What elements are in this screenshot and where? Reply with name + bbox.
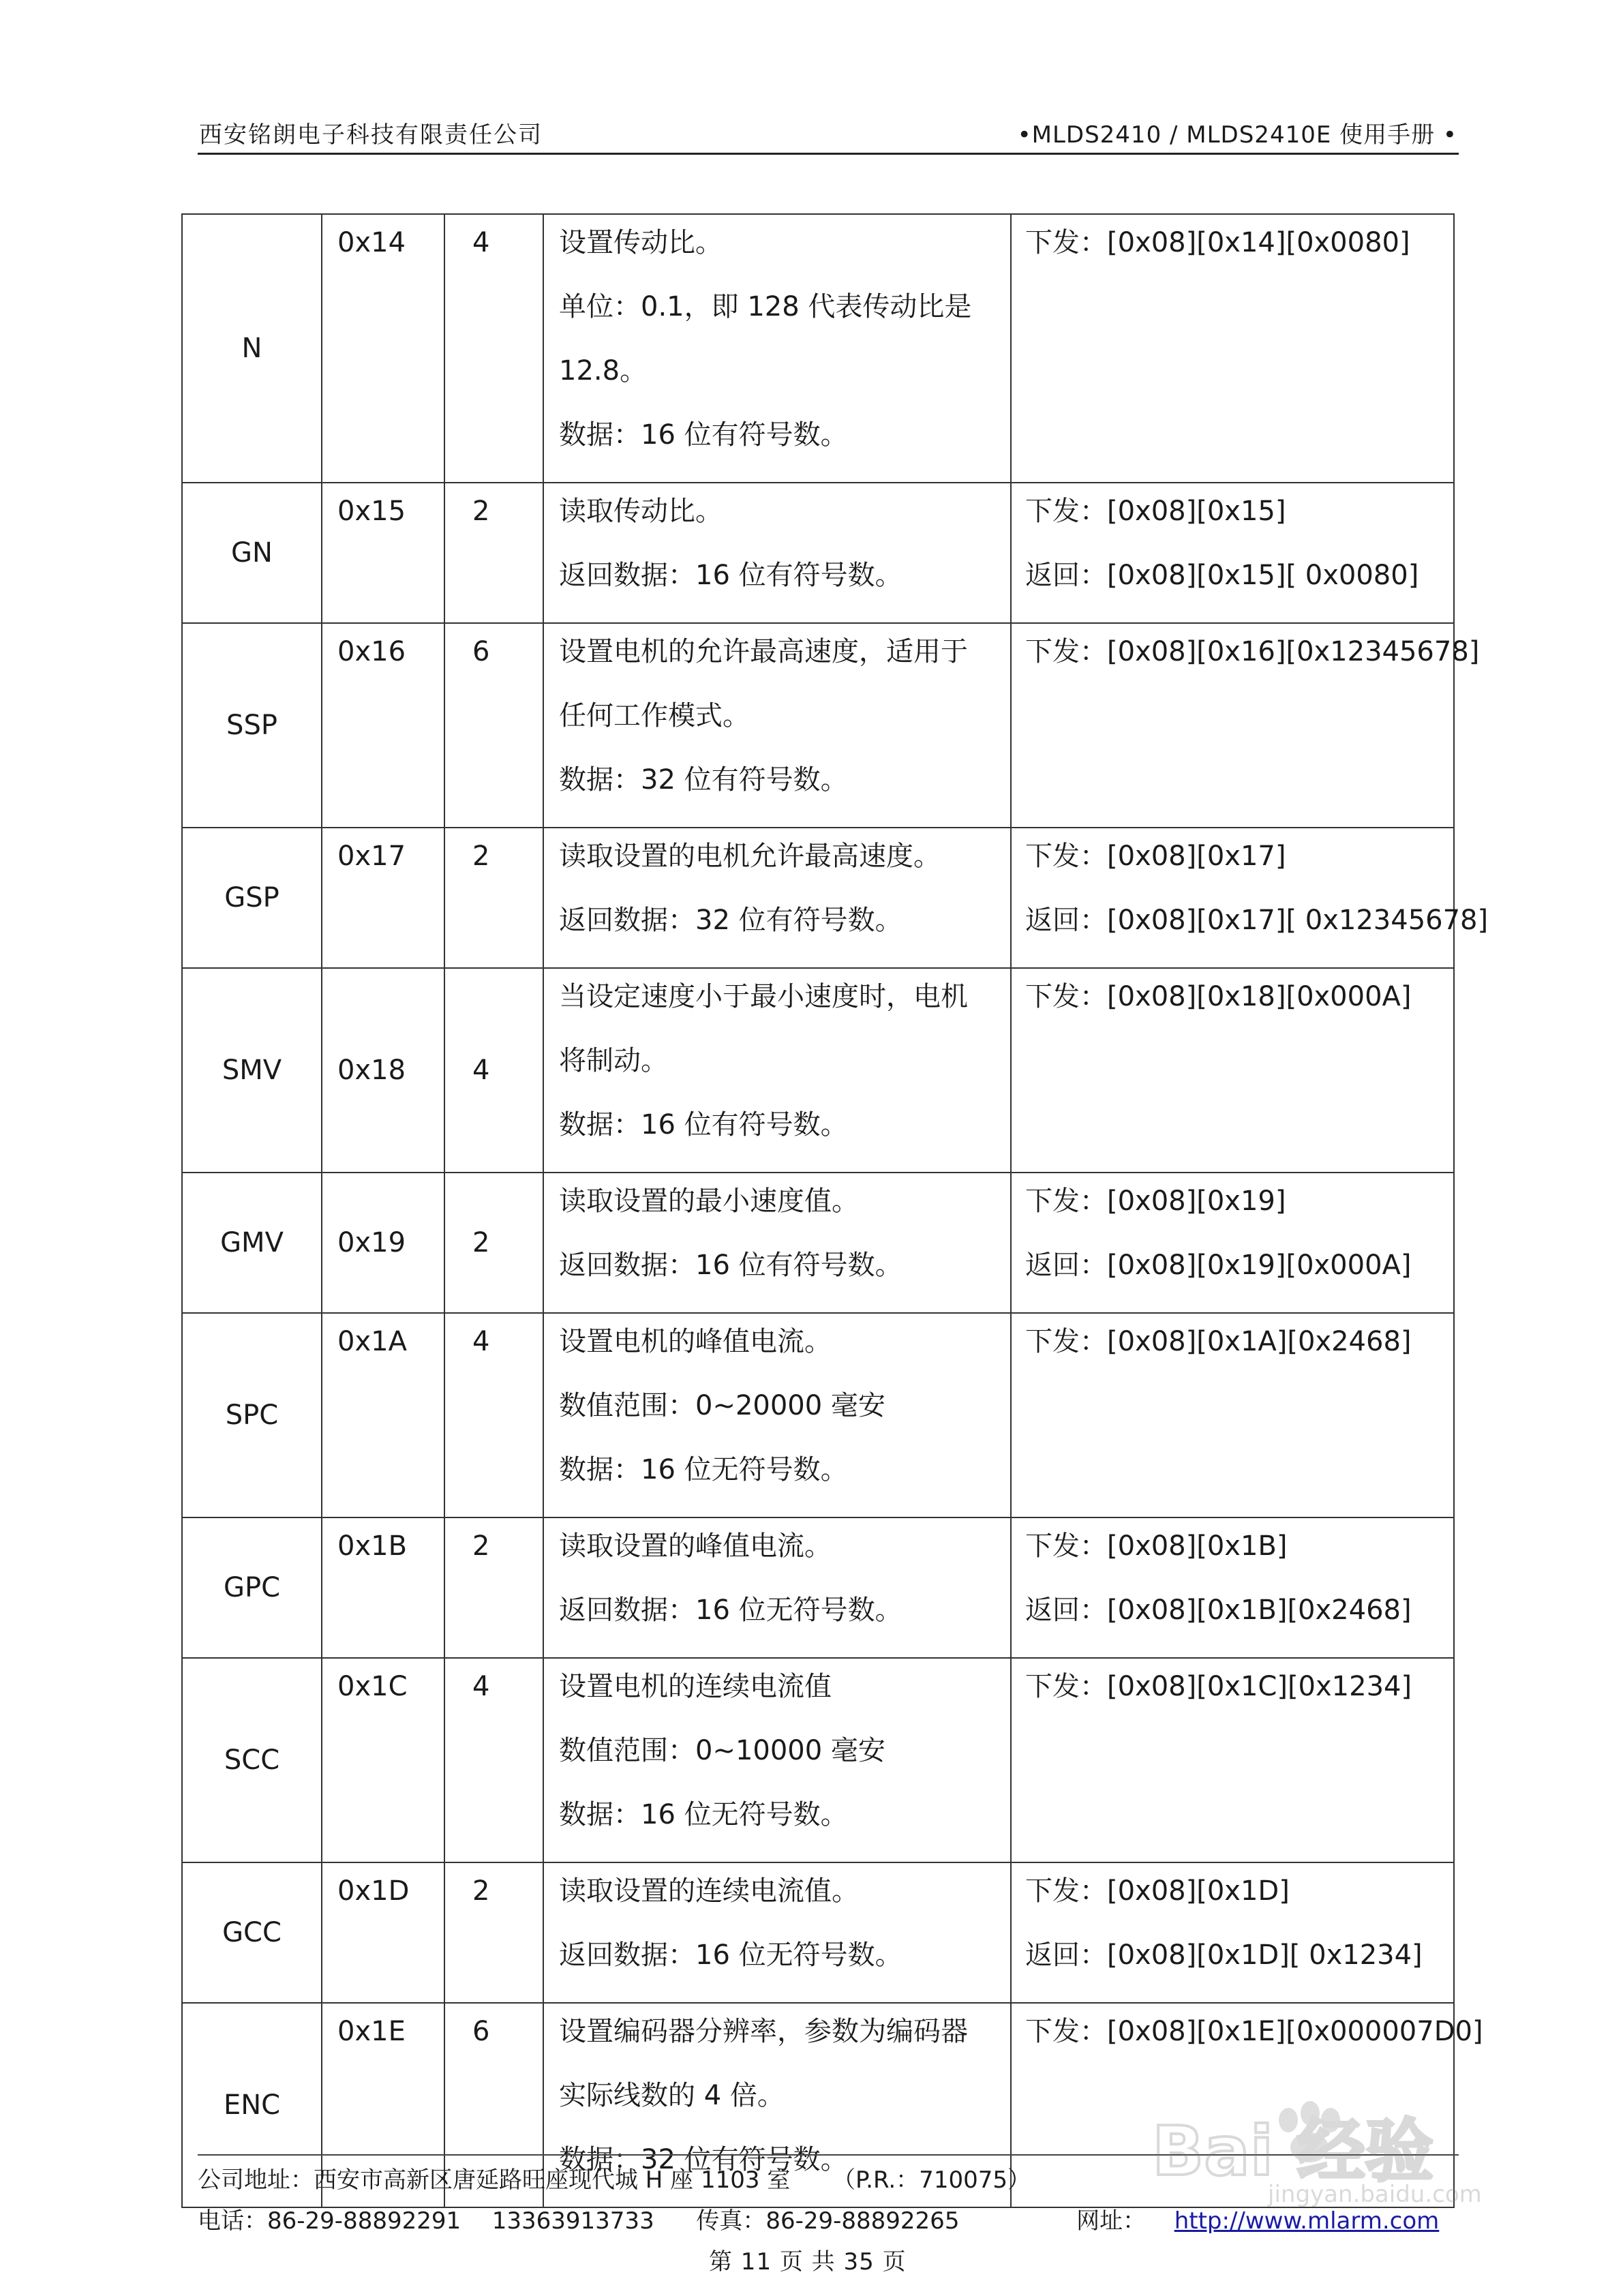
description-line: 读取设置的峰值电流。	[559, 1530, 832, 1562]
watermark-url: jingyan.baidu.com	[1268, 2181, 1482, 2208]
company-name: 西安铭朗电子科技有限责任公司	[199, 121, 543, 149]
command-name: SCC	[224, 1744, 280, 1776]
command-example-cell	[1011, 214, 1454, 483]
command-name-cell	[182, 214, 322, 483]
command-code-cell	[322, 1658, 444, 1862]
command-length-cell	[444, 1313, 543, 1517]
command-name: GPC	[223, 1572, 281, 1603]
command-length: 6	[472, 636, 490, 667]
command-example-cell	[1011, 623, 1480, 828]
company-address: 公司地址：西安市高新区唐延路旺座现代城 H 座 1103 室	[198, 2166, 791, 2194]
example-line: 下发：[0x08][0x18][0x000A]	[1025, 981, 1412, 1012]
example-line: 下发：[0x08][0x1D]	[1025, 1875, 1290, 1907]
command-name-cell	[182, 1862, 322, 2003]
description-line: 单位：0.1，即 128 代表传动比是	[559, 291, 972, 322]
footer-address-line	[198, 2161, 1031, 2199]
command-name: SMV	[222, 1055, 282, 1086]
command-example-cell	[1011, 1658, 1454, 1862]
description-line: 读取传动比。	[559, 496, 723, 527]
command-description-cell	[543, 1313, 1011, 1517]
description-line: 数据：16 位无符号数。	[559, 1799, 848, 1830]
example-line: 下发：[0x08][0x19]	[1025, 1185, 1286, 1217]
command-code-cell	[322, 828, 444, 968]
command-name: GN	[231, 537, 273, 569]
command-length: 4	[472, 227, 490, 258]
command-example-cell	[1011, 828, 1489, 968]
command-length-cell	[444, 1517, 543, 1658]
command-length-cell	[444, 214, 543, 483]
command-length: 4	[472, 1055, 490, 1086]
example-line: 返回：[0x08][0x1D][ 0x1234]	[1025, 1939, 1423, 1971]
command-length-cell	[444, 828, 543, 968]
command-name-cell	[182, 623, 322, 828]
website-label: 网址：	[1076, 2207, 1147, 2235]
fax-number: 传真：86-29-88892265	[696, 2207, 960, 2235]
table-row	[182, 1517, 1454, 1658]
description-line: 当设定速度小于最小速度时，电机	[559, 981, 968, 1012]
command-name-cell	[182, 968, 322, 1173]
command-code-cell	[322, 1173, 444, 1313]
command-example-cell	[1011, 968, 1454, 1173]
command-code: 0x14	[337, 227, 406, 258]
page-header	[198, 116, 1459, 155]
footer-rule	[198, 2154, 1459, 2156]
command-table	[181, 213, 1489, 2208]
description-line: 数据：16 位无符号数。	[559, 1454, 848, 1485]
description-line: 数据：32 位有符号数。	[559, 764, 848, 796]
description-line: 12.8。	[559, 355, 648, 387]
example-line: 返回：[0x08][0x17][ 0x12345678]	[1025, 905, 1489, 936]
command-code: 0x18	[337, 1055, 406, 1086]
command-name-cell	[182, 1313, 322, 1517]
page-number: 第 11 页 共 35 页	[709, 2248, 907, 2276]
example-line: 下发：[0x08][0x1C][0x1234]	[1025, 1671, 1412, 1702]
description-line: 返回数据：16 位无符号数。	[559, 1939, 902, 1971]
command-length: 6	[472, 2016, 490, 2047]
command-length: 2	[472, 1530, 490, 1562]
command-code-cell	[322, 483, 444, 623]
command-length-cell	[444, 968, 543, 1173]
phone-number: 电话：86-29-88892291	[198, 2207, 461, 2235]
command-name: GSP	[224, 882, 279, 913]
command-length-cell	[444, 1173, 543, 1313]
description-line: 返回数据：16 位有符号数。	[559, 1250, 902, 1281]
command-example-cell	[1011, 1862, 1454, 2003]
example-line: 下发：[0x08][0x16][0x12345678]	[1025, 636, 1480, 667]
table-row	[182, 1658, 1454, 1862]
command-length: 4	[472, 1671, 490, 1702]
description-line: 任何工作模式。	[559, 700, 750, 731]
website-link[interactable]: http://www.mlarm.com	[1174, 2207, 1440, 2235]
command-example-cell	[1011, 1517, 1454, 1658]
command-name-cell	[182, 828, 322, 968]
table-row	[182, 1862, 1454, 2003]
command-code-cell	[322, 1517, 444, 1658]
command-code: 0x1C	[337, 1671, 408, 1702]
command-name: SPC	[225, 1400, 279, 1431]
description-line: 读取设置的最小速度值。	[559, 1185, 859, 1217]
command-example-cell	[1011, 2003, 1483, 2207]
table-row	[182, 968, 1454, 1173]
description-line: 返回数据：32 位有符号数。	[559, 905, 902, 936]
description-line: 返回数据：16 位无符号数。	[559, 1595, 902, 1626]
description-line: 实际线数的 4 倍。	[559, 2080, 785, 2111]
description-line: 设置传动比。	[559, 227, 723, 258]
command-name: GCC	[222, 1917, 282, 1948]
description-line: 设置电机的允许最高速度，适用于	[559, 636, 968, 667]
command-name: ENC	[223, 2089, 281, 2121]
command-code: 0x1B	[337, 1530, 408, 1562]
command-length: 4	[472, 1326, 490, 1357]
example-line: 下发：[0x08][0x1E][0x000007D0]	[1025, 2016, 1483, 2047]
manual-title: •MLDS2410 / MLDS2410E 使用手册 •	[1017, 121, 1457, 149]
command-length-cell	[444, 623, 543, 828]
command-length: 2	[472, 496, 490, 527]
watermark-text: Bai 经验	[1152, 2111, 1434, 2191]
command-description-cell	[543, 483, 1011, 623]
command-length-cell	[444, 1658, 543, 1862]
command-code-cell	[322, 214, 444, 483]
table-row	[182, 1173, 1454, 1313]
description-line: 返回数据：16 位有符号数。	[559, 560, 902, 591]
command-description-cell	[543, 623, 1011, 828]
command-length-cell	[444, 483, 543, 623]
command-example-cell	[1011, 1313, 1454, 1517]
example-line: 下发：[0x08][0x14][0x0080]	[1025, 227, 1410, 258]
table-row	[182, 623, 1454, 828]
description-line: 数据：16 位有符号数。	[559, 1109, 848, 1141]
command-code: 0x1D	[337, 1875, 410, 1907]
command-length: 2	[472, 841, 490, 872]
description-line: 设置编码器分辨率，参数为编码器	[559, 2016, 968, 2047]
command-description-cell	[543, 828, 1011, 968]
description-line: 数值范围：0~20000 毫安	[559, 1390, 885, 1421]
description-line: 数据：16 位有符号数。	[559, 419, 848, 451]
command-description-cell	[543, 1658, 1011, 1862]
example-line: 返回：[0x08][0x15][ 0x0080]	[1025, 560, 1419, 591]
command-example-cell	[1011, 483, 1454, 623]
postcode: （P.R.：710075）	[832, 2166, 1031, 2194]
table-row	[182, 214, 1454, 483]
command-code-cell	[322, 968, 444, 1173]
footer-contact-line	[198, 2202, 1439, 2240]
table-row	[182, 828, 1454, 968]
description-line: 将制动。	[559, 1045, 668, 1076]
description-line: 读取设置的电机允许最高速度。	[559, 841, 941, 872]
example-line: 下发：[0x08][0x1A][0x2468]	[1025, 1326, 1412, 1357]
command-description-cell	[543, 1517, 1011, 1658]
command-description-cell	[543, 214, 1011, 483]
description-line: 设置电机的峰值电流。	[559, 1326, 832, 1357]
command-description-cell	[543, 968, 1011, 1173]
command-name-cell	[182, 1173, 322, 1313]
table-row	[182, 1313, 1454, 1517]
description-line: 设置电机的连续电流值	[559, 1671, 832, 1702]
command-code: 0x16	[337, 636, 406, 667]
command-name-cell	[182, 1658, 322, 1862]
command-length: 2	[472, 1227, 490, 1258]
command-name: N	[241, 333, 262, 364]
example-line: 下发：[0x08][0x1B]	[1025, 1530, 1288, 1562]
command-code: 0x17	[337, 841, 406, 872]
command-length-cell	[444, 1862, 543, 2003]
command-code-cell	[322, 1862, 444, 2003]
command-code-cell	[322, 1313, 444, 1517]
command-name-cell	[182, 1517, 322, 1658]
example-line: 返回：[0x08][0x19][0x000A]	[1025, 1250, 1412, 1281]
example-line: 下发：[0x08][0x17]	[1025, 841, 1286, 872]
command-code: 0x1E	[337, 2016, 406, 2047]
description-line: 读取设置的连续电流值。	[559, 1875, 859, 1907]
command-code: 0x19	[337, 1227, 406, 1258]
command-name: GMV	[220, 1227, 284, 1258]
command-code: 0x15	[337, 496, 406, 527]
command-code-cell	[322, 623, 444, 828]
description-line: 数据：32 位有符号数。	[559, 2144, 848, 2175]
command-example-cell	[1011, 1173, 1454, 1313]
mobile-number: 13363913733	[491, 2207, 654, 2235]
table-row	[182, 483, 1454, 623]
command-length: 2	[472, 1875, 490, 1907]
description-line: 数值范围：0~10000 毫安	[559, 1735, 885, 1766]
command-code: 0x1A	[337, 1326, 407, 1357]
example-line: 下发：[0x08][0x15]	[1025, 496, 1286, 527]
example-line: 返回：[0x08][0x1B][0x2468]	[1025, 1595, 1412, 1626]
command-name: SSP	[226, 710, 277, 741]
command-description-cell	[543, 1862, 1011, 2003]
command-description-cell	[543, 1173, 1011, 1313]
command-name-cell	[182, 483, 322, 623]
